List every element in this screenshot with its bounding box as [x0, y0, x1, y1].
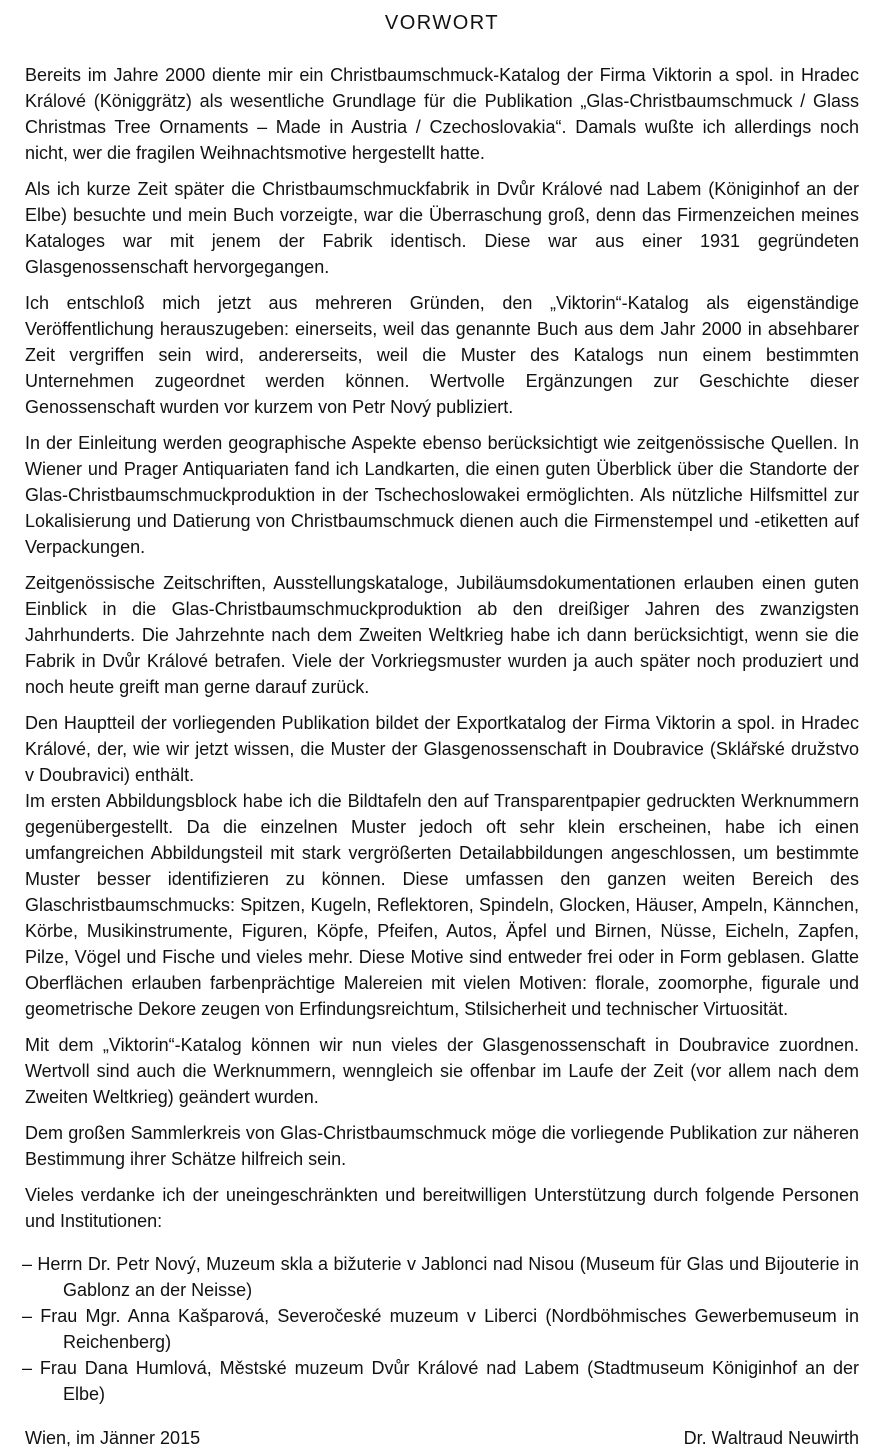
paragraph-publication-reasons: Ich entschloß mich jetzt aus mehreren Gründen, den „Viktorin“-Katalog als eigenständige Veröffentlichung herauszugeben: einerseits, weil das genannte Buch aus dem Jahr 2000 in absehbarer Zeit vergriffen sein wird, andererseits, weil die Muster des Katalogs nun einem bestimmten Unternehmen zugeordnet werden können. Wertvolle Ergänzungen zur Geschichte dieser Genossenschaft wurden vor kurzem von Petr Nový publiziert. [25, 293, 859, 417]
paragraph-contemporary-sources: Zeitgenössische Zeitschriften, Ausstellungskataloge, Jubiläumsdokumentationen erlauben einen guten Einblick in die Glas-Christbaumschmuckproduktion ab den dreißiger Jahren des zwanzigsten Jahrhunderts. Die Jahrzehnte nach dem Zweiten Weltkrieg habe ich dann berücksichtigt, wenn sie die Fabrik in Dvůr Králové betrafen. Viele der Vorkriegsmuster wurden ja auch später noch produziert und noch heute greift man gerne darauf zurück. [25, 573, 859, 697]
paragraph-thanks-intro: Vieles verdanke ich der uneingeschränkten und bereitwilligen Unterstützung durch folgende Personen und Institutionen: [25, 1185, 859, 1231]
list-item-petr-novy: – Herrn Dr. Petr Nový, Muzeum skla a bižuterie v Jablonci nad Nisou (Museum für Glas und Bijouterie in Gablonz an der Neisse) [22, 1254, 859, 1300]
acknowledgement-list [22, 1251, 859, 1407]
paragraph-main-part: Den Hauptteil der vorliegenden Publikation bildet der Exportkatalog der Firma Viktorin a spol. in Hradec Králové, der, wie wir jetzt wissen, die Muster der Glasgenossenschaft in Doubravice (Sklářské družstvo v Doubravici) enthält. [25, 713, 859, 785]
paragraph-intro-catalog: Bereits im Jahre 2000 diente mir ein Christbaumschmuck-Katalog der Firma Viktorin a spol. in Hradec Králové (Königgrätz) als wesentliche Grundlage für die Publikation „Glas-Christbaumschmuck / Glass Christmas Tree Ornaments – Made in Austria / Czechoslovakia“. Damals wußte ich allerdings noch nicht, wer die fragilen Weihnachtsmotive hergestellt hatte. [25, 65, 859, 163]
paragraph-attribution: Mit dem „Viktorin“-Katalog können wir nun vieles der Glasgenossenschaft in Doubravice zuordnen. Wertvoll sind auch die Werknummern, wenngleich sie offenbar im Laufe der Zeit (vor allem nach dem Zweiten Weltkrieg) geändert wurden. [25, 1035, 859, 1107]
footer [25, 1425, 859, 1451]
paragraph-collectors: Dem großen Sammlerkreis von Glas-Christbaumschmuck möge die vorliegende Publikation zur näheren Bestimmung ihrer Schätze hilfreich sein. [25, 1123, 859, 1169]
paragraph-factory-visit: Als ich kurze Zeit später die Christbaumschmuckfabrik in Dvůr Králové nad Labem (Königinhof an der Elbe) besuchte und mein Buch vorzeigte, war die Überraschung groß, denn das Firmenzeichen meines Kataloges war mit jenem der Fabrik identisch. Diese war aus einer 1931 gegründeten Glasgenossenschaft hervorgegangen. [25, 179, 859, 277]
paragraph-introduction-sources: In der Einleitung werden geographische Aspekte ebenso berücksichtigt wie zeitgenössische Quellen. In Wiener und Prager Antiquariaten fand ich Landkarten, die einen guten Überblick über die Standorte der Glas-Christbaumschmuckproduktion in der Tschechoslowakei ermöglichten. Als nützliche Hilfsmittel zur Lokalisierung und Datierung von Christbaumschmuck dienen auch die Firmenstempel und -etiketten auf Verpackungen. [25, 433, 859, 557]
list-item-dana-humlova: – Frau Dana Humlová, Městské muzeum Dvůr Králové nad Labem (Stadtmuseum Königinhof an der Elbe) [22, 1358, 859, 1404]
list-item-anna-kasparova: – Frau Mgr. Anna Kašparová, Severočeské muzeum v Liberci (Nordböhmisches Gewerbemuseum in Reichenberg) [22, 1306, 859, 1352]
page-title: VORWORT [384, 12, 500, 34]
footer-author: Dr. Waltraud Neuwirth [683, 1428, 859, 1448]
footer-place-date: Wien, im Jänner 2015 [25, 1428, 201, 1448]
paragraph-illustration-block: Im ersten Abbildungsblock habe ich die Bildtafeln den auf Transparentpapier gedruckten Werknummern gegenübergestellt. Da die einzelnen Muster jedoch oft sehr klein erscheinen, habe ich einen umfangreichen Abbildungsteil mit stark vergrößerten Detailabbildungen angeschlossen, um bestimmte Muster besser identifizieren zu können. Diese umfassen den ganzen weiten Bereich des Glaschristbaumschmucks: Spitzen, Kugeln, Reflektoren, Spindeln, Glocken, Häuser, Ampeln, Kännchen, Körbe, Musikinstrumente, Figuren, Köpfe, Pfeifen, Autos, Äpfel und Birnen, Nüsse, Eicheln, Zapfen, Pilze, Vögel und Fische und vieles mehr. Diese Motive sind entweder frei oder in Form geblasen. Glatte Oberflächen erlauben farbenprächtige Malereien mit vielen Motiven: florale, zoomorphe, figurale und geometrische Dekore zeugen von Erfindungsreichtum, Stilsicherheit und technischer Virtuosität. [25, 791, 859, 1019]
